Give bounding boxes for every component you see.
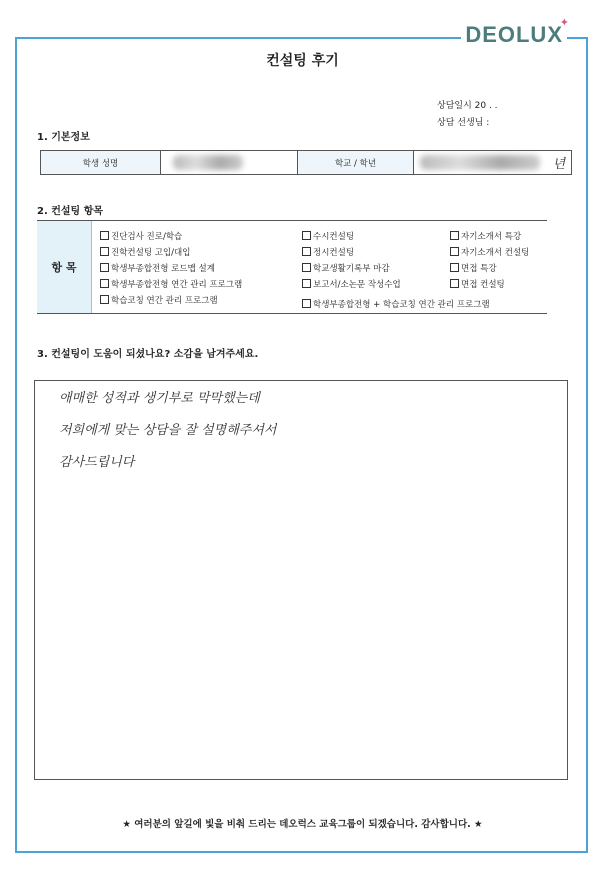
checklist-item[interactable] (100, 278, 242, 290)
checklist-item[interactable] (100, 230, 182, 242)
checkbox-icon[interactable] (302, 231, 311, 240)
feedback-line-2: 저희에게 맞는 상담을 잘 설명해주셔서 (59, 423, 277, 438)
checkbox-icon[interactable] (302, 279, 311, 288)
deolux-logo: DEOLUX (461, 22, 567, 48)
section-feedback: 3. 컨설팅이 도움이 되셨나요? 소감을 남겨주세요. (37, 349, 259, 360)
checkbox-icon[interactable] (302, 247, 311, 256)
checklist-item[interactable] (302, 262, 390, 274)
checklist-item[interactable] (450, 246, 529, 258)
items-label: 항 목 (37, 221, 92, 313)
checklist-item[interactable] (100, 294, 218, 306)
checklist-item-label: 학생부종합전형 연간 관리 프로그램 (111, 280, 243, 290)
school-grade-label: 학교 / 학년 (298, 151, 414, 174)
section-basic-info: 1. 기본정보 (37, 132, 90, 143)
checkbox-icon[interactable] (100, 295, 109, 304)
checkbox-icon[interactable] (450, 279, 459, 288)
basic-info-table (40, 150, 572, 175)
checklist-item-label: 학생부종합전형 + 학습코칭 연간 관리 프로그램 (313, 300, 490, 310)
checklist-item-label: 진학컨설팅 고입/대입 (111, 248, 191, 258)
student-name-field[interactable] (161, 151, 298, 174)
checklist-item[interactable] (302, 230, 354, 242)
checklist-item-label: 진단검사 진로/학습 (111, 232, 183, 242)
feedback-textarea[interactable] (34, 380, 568, 780)
checklist-item-label: 정시컨설팅 (313, 248, 355, 258)
checkbox-icon[interactable] (450, 247, 459, 256)
checklist-item[interactable] (450, 262, 497, 274)
checklist-item-label: 학습코칭 연간 관리 프로그램 (111, 296, 218, 306)
consult-date: 상담일시 20 . . (437, 101, 498, 111)
checkbox-icon[interactable] (100, 231, 109, 240)
school-grade-field[interactable] (414, 151, 571, 174)
checklist-item[interactable] (302, 298, 490, 310)
checkbox-icon[interactable] (450, 231, 459, 240)
checklist-item-label: 수시컨설팅 (313, 232, 355, 242)
footer-message: ★ 여러분의 앞길에 빛을 비춰 드리는 데오럭스 교육그룹이 되겠습니다. 감사합니다. ★ (122, 819, 483, 830)
checkbox-icon[interactable] (450, 263, 459, 272)
grade-suffix: 년 (552, 157, 565, 172)
checkbox-icon[interactable] (302, 299, 311, 308)
checklist-item-label: 학생부종합전형 로드맵 설계 (111, 264, 215, 274)
sparkle-icon: ✦ (559, 16, 569, 29)
checklist-item[interactable] (302, 278, 401, 290)
checklist-item-label: 자기소개서 컨설팅 (461, 248, 530, 258)
feedback-line-1: 애매한 성적과 생기부로 막막했는데 (59, 391, 260, 406)
checklist-item-label: 면접 특강 (461, 264, 497, 274)
checklist-item[interactable] (450, 278, 505, 290)
checkbox-icon[interactable] (100, 263, 109, 272)
checkbox-icon[interactable] (100, 279, 109, 288)
feedback-line-3: 감사드립니다 (59, 455, 135, 470)
checklist-item[interactable] (100, 246, 190, 258)
section-items: 2. 컨설팅 항목 (37, 206, 104, 217)
checklist-item-label: 자기소개서 특강 (461, 232, 522, 242)
consult-teacher: 상담 선생님 : (437, 118, 490, 128)
checkbox-icon[interactable] (302, 263, 311, 272)
checklist-item-label: 보고서/소논문 작성수업 (313, 280, 401, 290)
page-title: 컨설팅 후기 (266, 53, 339, 69)
checklist-item-label: 학교생활기록부 마감 (313, 264, 390, 274)
checklist-item[interactable] (302, 246, 354, 258)
checklist-item[interactable] (100, 262, 215, 274)
checklist-item[interactable] (450, 230, 521, 242)
checkbox-icon[interactable] (100, 247, 109, 256)
student-name-label: 학생 성명 (41, 151, 161, 174)
checklist-item-label: 면접 컨설팅 (461, 280, 505, 290)
